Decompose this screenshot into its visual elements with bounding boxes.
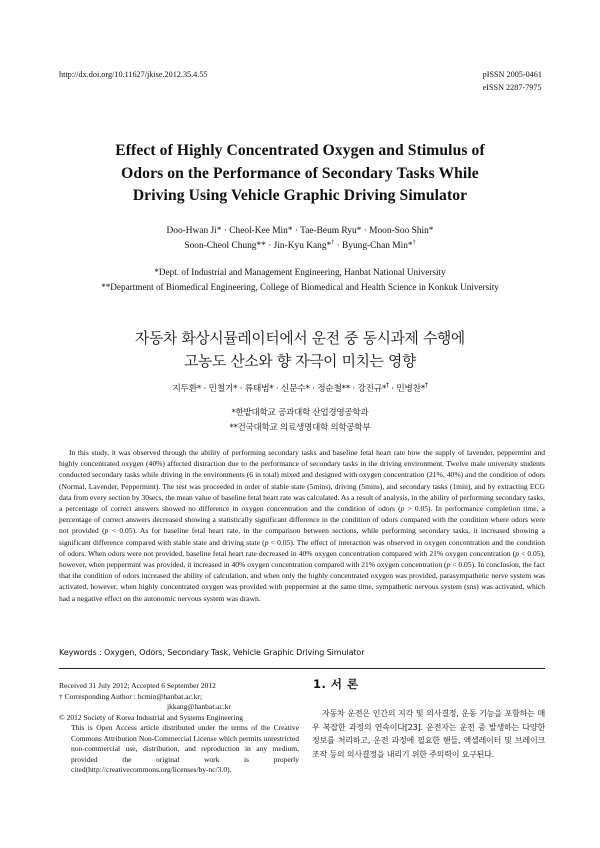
abstract-text: < 0.05). In conclusion, the fact that the condition of odors increased the ability of calculation, and when only the highly concentrated oxygen was provided, parasympathetic nerve system was activated, however, when highly concentrated oxygen was provided with peppermint at the same time, sympathetic nervous system (sns) was activated, which had a negative effect on the autonomic nervous system was drawn. <box>59 560 545 603</box>
korean-affiliations <box>60 406 540 435</box>
korean-title-line-1: 자동차 화상시뮬레이터에서 운전 중 동시과제 수행에 <box>135 330 465 347</box>
abstract-text: < 0.05). As for baseline fetal heart rate, in the comparison between sections, while performing secondary tasks, it increased showing a significant difference compared with stable state and driving state ( <box>59 526 545 547</box>
abstract-text: > 0.05). In performance completion time, a percentage of correct answers decreased showing a statistically significant difference in the condition of odors compared with the condition where odors were not provided ( <box>59 504 545 536</box>
issn-block <box>483 68 542 94</box>
korean-title-line-2: 고농도 산소와 향 자극이 미치는 영향 <box>184 353 416 370</box>
authors-line-2-a: Soon-Cheol Chung** · Jin-Kyu Kang* <box>184 240 332 251</box>
eissn: eISSN 2287-7975 <box>482 83 542 92</box>
korean-affiliation-1: *한밭대학교 공과대학 산업경영공학과 <box>231 408 369 418</box>
section-body: 자동차 운전은 인간의 지각 및 의사결정, 운동 기능을 포함하는 매우 복잡한 과정의 연속이다[23]. 운전자는 운전 중 발생하는 다양한 정보를 처리하고, 운전 과정에 필요한 핸들, 액셀레이터 및 브레이크 조작 등의 의사결정을 내리기 위한 주의력이 요구된다. <box>312 709 545 759</box>
dagger-mark: † <box>331 239 335 246</box>
dagger-mark: † <box>59 691 63 701</box>
p-symbol: p <box>104 526 109 536</box>
abstract-text: < 0.05). The effect of interaction was observed in oxygen concentration and the condition of odors. When odors were not provided, baseline fetal heart rate decreased in 40% oxygen concentration compared with 21% oxygen concentration ( <box>59 537 545 558</box>
korean-authors-a: 지두환* · 민철기* · 류태범* · 신문수* · 정순철** · 강진규* <box>172 384 387 394</box>
korean-title <box>60 327 540 373</box>
authors-line-2 <box>60 239 540 254</box>
affiliation-1: *Dept. of Industrial and Management Engineering, Hanbat National University <box>154 267 446 277</box>
pissn: pISSN 2005-0461 <box>482 70 542 79</box>
divider <box>59 668 545 669</box>
title-line-1: Effect of Highly Concentrated Oxygen and Stimulus of <box>115 142 485 159</box>
abstract-text: In this study, it was observed through the ability of performing secondary tasks and baseline fetal heart rate how the supply of lavender, peppermint and highly concentrated oxygen (40%) affected distraction due to the performance of secondary tasks in the driving environment. Twelve male university students conducted secondary tasks while driving in the environments (6 in total) mixed and designed with oxygen concentration (21%, 40%) and the condition of odors (Normal, Lavender, Peppermint). The test was proceeded in order of stable state (5mins), driving (5mins), and secondary tasks (1min), and by extracting ECG data from every section by 30secs, the mean value of baseline fetal heart rate was calculated. As a result of analysis, in the ability of performing secondary tasks, a percentage of correct answers showed no difference in oxygen concentration and the condition of odors ( <box>59 448 545 514</box>
p-symbol: p <box>515 548 519 558</box>
dagger-mark: † <box>424 382 428 390</box>
doi-link[interactable]: http://dx.doi.org/10.11627/jkise.2012.35.4.55 <box>59 70 208 79</box>
p-symbol: p <box>446 560 451 570</box>
copyright: © 2012 Society of Korea Industrial and Systems Engineering <box>59 712 243 722</box>
keywords-values: : Oxygen, Odors, Secondary Task, Vehicle Graphic Driving Simulator <box>96 648 365 657</box>
received-date: Received 31 July 2012; Accepted 6 September 2012 <box>59 681 216 690</box>
korean-authors <box>60 382 540 396</box>
dagger-mark: † <box>386 382 389 390</box>
affiliations <box>40 265 560 294</box>
p-symbol: p <box>264 537 269 547</box>
paper-title <box>60 140 540 208</box>
keywords <box>59 647 545 659</box>
authors-line-1: Doo-Hwan Ji* · Cheol-Kee Min* · Tae-Beum Ryu* · Moon-Soo Shin* <box>166 226 434 236</box>
license-text: This is Open Access article distributed under the terms of the Creative Commons Attribution Non-Commercial License which permits unrestricted non-commercial use, distribution, and reproduction in any medium, provided the original work is properly cited(http://creativecommons.org/licenses/by-nc/3.0). <box>71 723 299 774</box>
title-line-3: Driving Using Vehicle Graphic Driving Simulator <box>132 187 468 204</box>
keywords-label: Keywords <box>59 648 97 657</box>
title-line-2: Odors on the Performance of Secondary Tasks While <box>121 164 479 182</box>
korean-authors-b: · 민병찬* <box>388 384 425 394</box>
section-heading: 1. 서 론 <box>313 677 359 691</box>
abstract <box>59 447 545 604</box>
corresponding-email[interactable]: Corresponding Author : bcmin@hanbat.ac.kr; <box>62 691 203 701</box>
second-email[interactable]: jkkang@hanbat.ac.kr <box>167 702 231 711</box>
dagger-mark: † <box>412 239 416 246</box>
abstract-text: < 0.05), however, when peppermint was provided, it increased in 40% oxygen concentration compared with 21% oxygen concentration ( <box>59 548 545 570</box>
p-symbol: p <box>400 504 405 514</box>
author-list <box>60 224 540 253</box>
corresponding-author <box>59 692 299 703</box>
affiliation-2: **Department of Biomedical Engineering, College of Biomedical and Health Science in Konkuk University <box>101 281 499 292</box>
footnote <box>59 681 299 776</box>
korean-affiliation-2: **건국대학교 의료생명대학 의학공학부 <box>229 422 371 433</box>
authors-line-2-b: · Byung-Chan Min* <box>334 240 413 251</box>
